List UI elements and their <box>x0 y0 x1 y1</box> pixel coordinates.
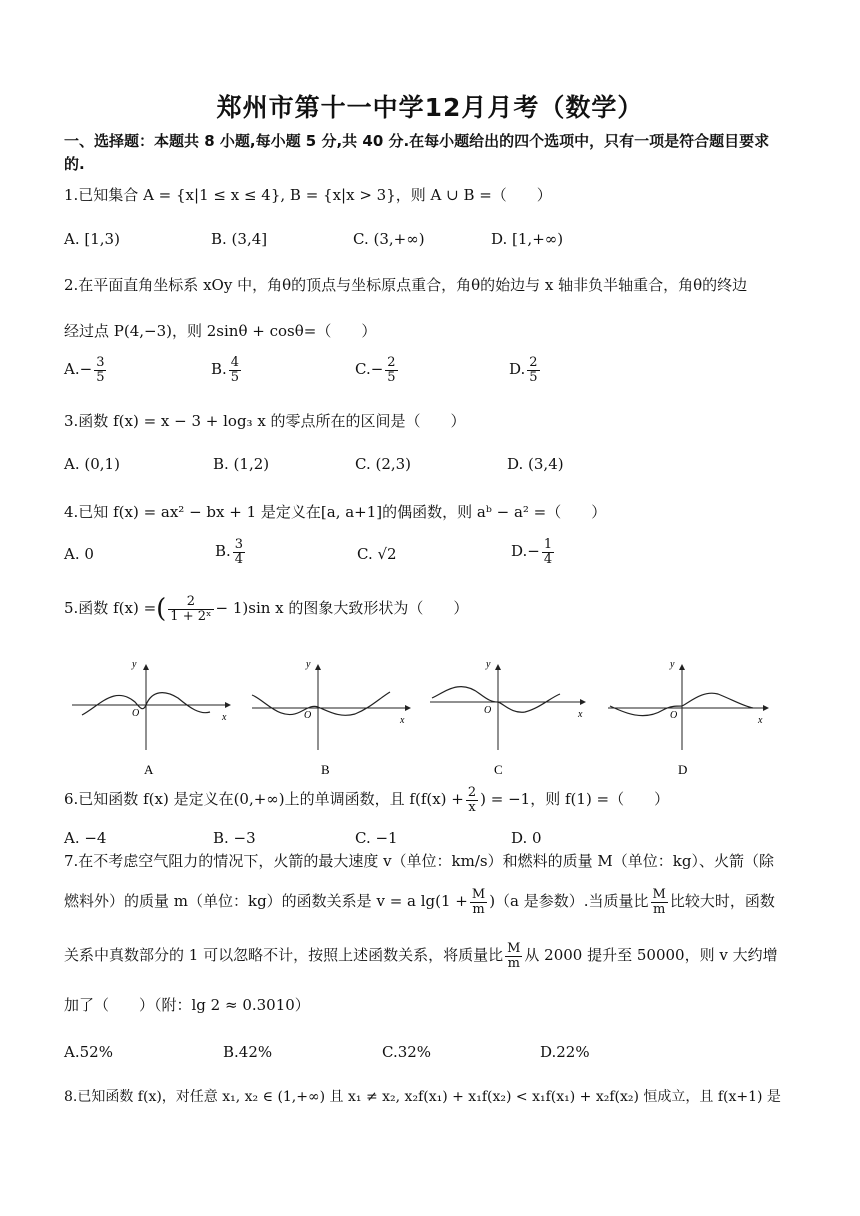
graph-a <box>72 659 230 777</box>
q1-option-d: D. [1,+∞) <box>491 230 564 248</box>
graph-a-label: A <box>144 762 154 777</box>
q4-option-c: C. √2 <box>357 545 397 563</box>
q3-option-d: D. (3,4) <box>507 455 564 473</box>
graph-c-label: C <box>494 762 503 777</box>
q3-option-c: C. (2,3) <box>355 455 412 473</box>
question-2-line-1: 2.在平面直角坐标系 xOy 中，角θ的顶点与坐标原点重合，角θ的始边与 x 轴非负半轴重合，角θ的终边 <box>64 276 748 294</box>
q1-option-c: C. (3,+∞) <box>353 230 425 248</box>
q3-option-b: B. (1,2) <box>213 455 270 473</box>
graph-b-origin: O <box>304 710 312 721</box>
graph-c-origin: O <box>484 705 492 716</box>
graph-d-origin: O <box>670 710 678 721</box>
q4-option-b: B. $\frac{3}{4}$ <box>215 537 244 567</box>
graph-b-label: B <box>321 762 330 777</box>
graph-d-y-label: y <box>670 659 675 670</box>
question-6: 6.已知函数 f(x) 是定义在(0,+∞)上的单调函数，且 f(f(x) + $\frac{2}{x}$ ) = −1，则 f(1) =（ ） <box>64 785 670 815</box>
q7-option-a: A.52% <box>64 1043 113 1061</box>
question-7-line-2: 燃料外）的质量 m（单位：kg）的函数关系是 v = a lg(1 + $\frac{M}{m}$ )（a 是参数）.当质量比 $\frac{M}{m}$ 比较大时，函数 <box>64 887 775 917</box>
question-3: 3.函数 f(x) = x − 3 + log₃ x 的零点所在的区间是（ ） <box>64 412 466 430</box>
q2-option-c: C.− $\frac{2}{5}$ <box>355 355 396 385</box>
q6-option-d: D. 0 <box>511 829 542 847</box>
q6-option-b: B. −3 <box>213 829 256 847</box>
graph-b-x-label: x <box>400 715 405 726</box>
graph-b-y-label: y <box>306 659 311 670</box>
q4-option-a: A. 0 <box>64 545 94 563</box>
q2-option-b: B. $\frac{4}{5}$ <box>211 355 240 385</box>
graph-d <box>608 659 768 777</box>
graph-c-y-label: y <box>486 659 491 670</box>
question-1: 1.已知集合 A = {x|1 ≤ x ≤ 4}, B = {x|x > 3}，则 A ∪ B =（ ） <box>64 186 552 204</box>
question-2-line-2: 经过点 P(4,−3)，则 2sinθ + cosθ=（ ） <box>64 322 377 340</box>
q1-option-a: A. [1,3) <box>64 230 120 248</box>
graph-b <box>252 659 410 777</box>
q4-option-d: D.− $\frac{1}{4}$ <box>511 537 553 567</box>
graph-d-x-label: x <box>758 715 763 726</box>
page-title: 郑州市第十一中学12月月考（数学） <box>216 93 644 122</box>
q3-option-a: A. (0,1) <box>64 455 120 473</box>
section-heading-cont: 的. <box>64 155 85 173</box>
q1-option-b: B. (3,4] <box>211 230 268 248</box>
question-4: 4.已知 f(x) = ax² − bx + 1 是定义在[a, a+1]的偶函数，则 aᵇ − a² =（ ） <box>64 503 607 521</box>
q7-option-d: D.22% <box>540 1043 590 1061</box>
graph-d-label: D <box>678 762 688 777</box>
question-7-line-4: 加了（ ）（附：lg 2 ≈ 0.3010） <box>64 996 310 1014</box>
q5-graphs <box>60 650 780 785</box>
q2-option-d: D. $\frac{2}{5}$ <box>509 355 538 385</box>
q6-option-c: C. −1 <box>355 829 398 847</box>
graph-a-origin: O <box>132 708 140 719</box>
section-heading: 一、选择题：本题共 8 小题,每小题 5 分,共 40 分.在每小题给出的四个选项中，只有一项是符合题目要求 <box>64 132 770 150</box>
question-8: 8.已知函数 f(x)，对任意 x₁, x₂ ∈ (1,+∞) 且 x₁ ≠ x₂, x₂f(x₁) + x₁f(x₂) < x₁f(x₁) + x₂f(x₂) 恒成立，且 f(x+1) 是 <box>64 1089 781 1105</box>
question-7-line-3: 关系中真数部分的 1 可以忽略不计，按照上述函数关系，将质量比 $\frac{M}{m}$ 从 2000 提升至 50000，则 v 大约增 <box>64 941 778 971</box>
question-7-line-1: 7.在不考虑空气阻力的情况下，火箭的最大速度 v（单位：km/s）和燃料的质量 M（单位：kg）、火箭（除 <box>64 852 774 870</box>
graph-a-x-label: x <box>222 712 227 723</box>
q7-option-c: C.32% <box>382 1043 432 1061</box>
question-5: 5.函数 f(x) =( $\frac{2}{\text{1 + 2ˣ}}$ − 1)sin x 的图象大致形状为（ ） <box>64 593 469 624</box>
graph-c <box>430 659 585 777</box>
graph-c-x-label: x <box>578 709 583 720</box>
graph-a-y-label: y <box>132 659 137 670</box>
q2-option-a: A.− $\frac{3}{5}$ <box>64 355 105 385</box>
q7-option-b: B.42% <box>223 1043 273 1061</box>
q6-option-a: A. −4 <box>64 829 107 847</box>
